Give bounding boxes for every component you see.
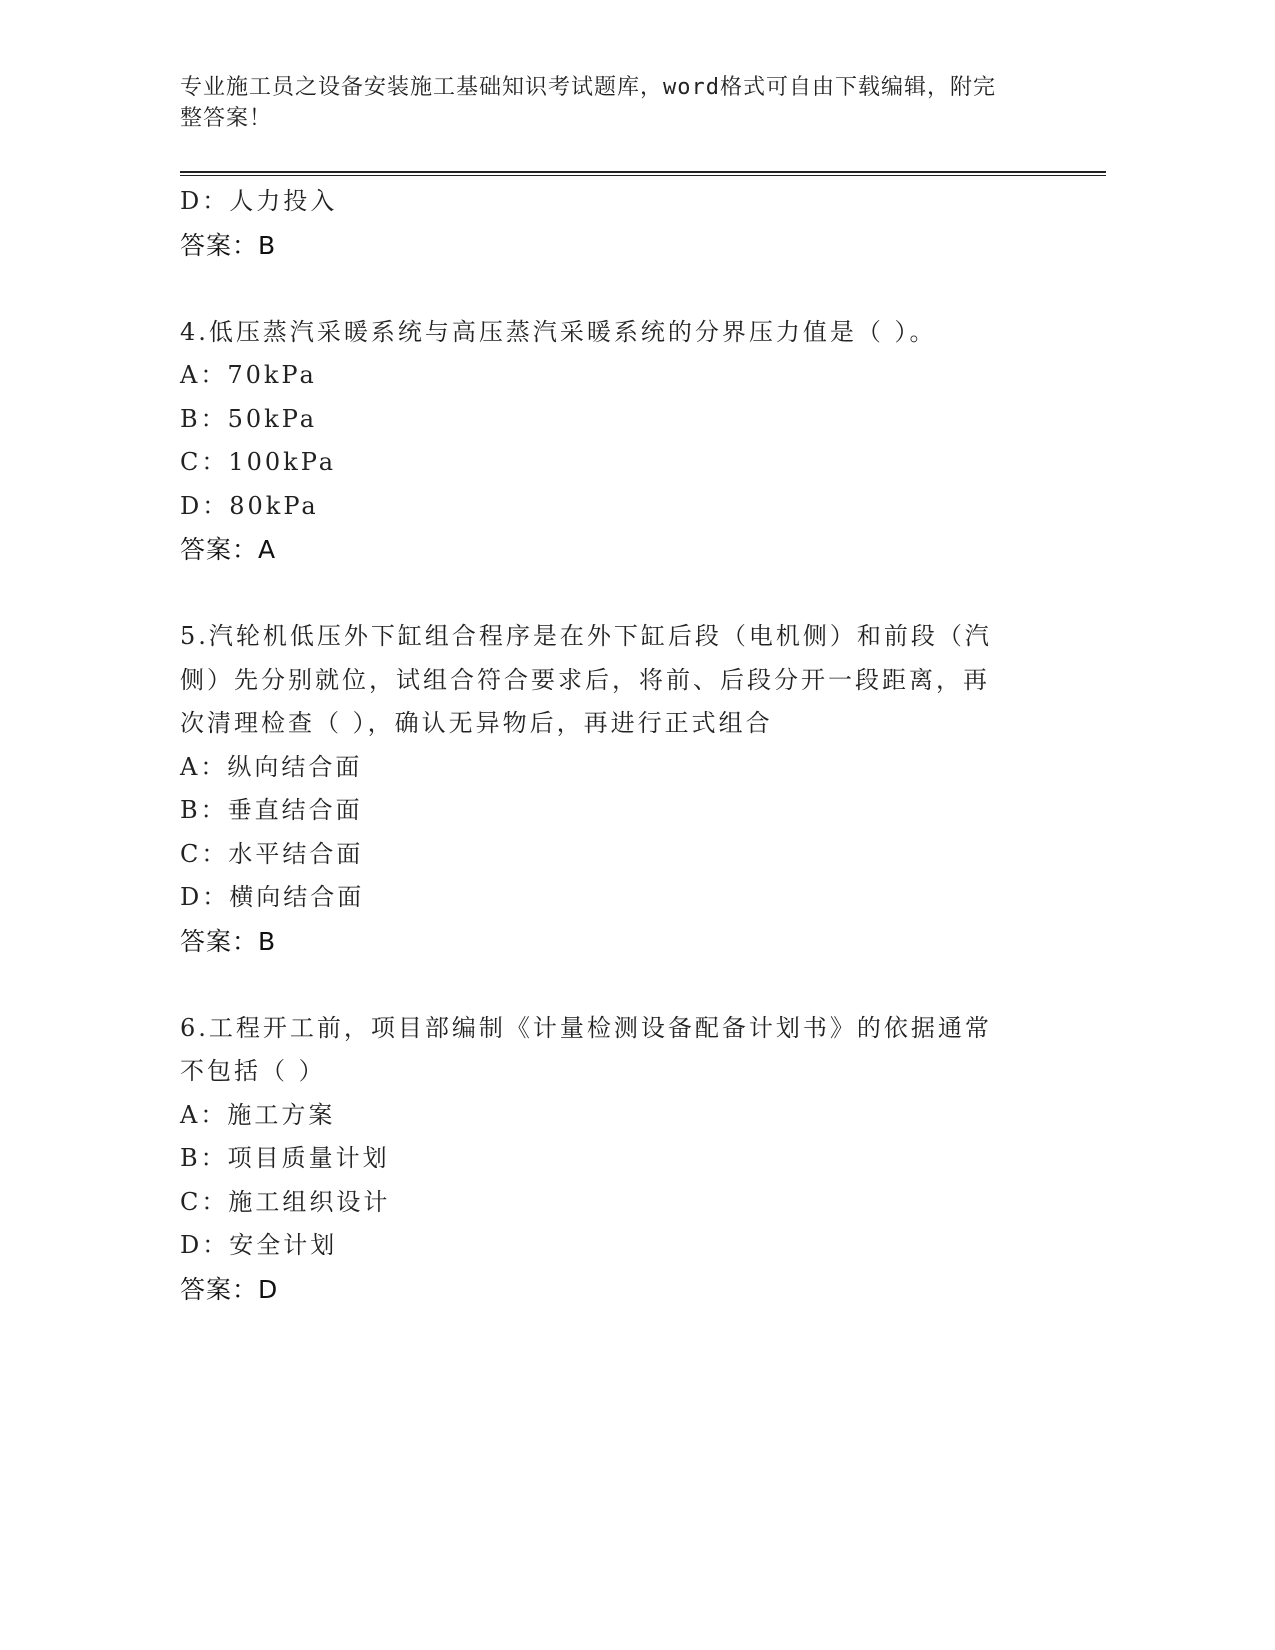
option-c: C：100kPa [180,448,337,476]
question-text-line-3: 次清理检查（ ），确认无异物后，再进行正式组合 [180,709,773,737]
header-line-1: 专业施工员之设备安装施工基础知识考试题库，word格式可自由下载编辑，附完 [180,75,996,100]
spacer [180,963,1060,1007]
header-divider-thin [180,175,1106,176]
question-text-line-2: 侧）先分别就位，试组合符合要求后，将前、后段分开一段距离，再 [180,665,990,694]
option-d: D：80kPa [180,491,319,520]
question-6 [180,1007,1060,1312]
question-text: 4.低压蒸汽采暖系统与高压蒸汽采暖系统的分界压力值是（ ）。 [180,317,937,346]
option-c: C：水平结合面 [180,839,364,868]
question-text-line-2: 不包括（ ） [180,1057,326,1085]
answer-line: 答案：B [180,230,277,260]
option-a: A：纵向结合面 [180,752,363,781]
option-a: A：施工方案 [180,1100,336,1129]
document-header [180,72,1060,134]
answer-line: 答案：B [180,926,277,956]
spacer [180,267,1060,311]
question-content [180,180,1060,1311]
option-d: D：人力投入 [180,187,338,215]
option-d: D：安全计划 [180,1231,338,1259]
header-line-2: 整答案！ [180,106,273,131]
question-text-line-1: 6.工程开工前，项目部编制《计量检测设备配备计划书》的依据通常 [180,1013,992,1042]
option-b: B：50kPa [180,404,318,433]
option-a: A：70kPa [180,361,317,389]
option-c: C：施工组织设计 [180,1187,391,1216]
spacer [180,572,1060,616]
option-d: D：横向结合面 [180,883,365,911]
question-4 [180,311,1060,572]
answer-line: 答案：D [180,1274,279,1304]
option-b: B：项目质量计划 [180,1144,390,1172]
question-5 [180,615,1060,963]
answer-line: 答案：A [180,535,277,564]
previous-question-tail [180,180,1060,267]
header-divider-thick [180,171,1106,173]
option-b: B：垂直结合面 [180,796,363,824]
question-text-line-1: 5.汽轮机低压外下缸组合程序是在外下缸后段（电机侧）和前段（汽 [180,622,992,650]
